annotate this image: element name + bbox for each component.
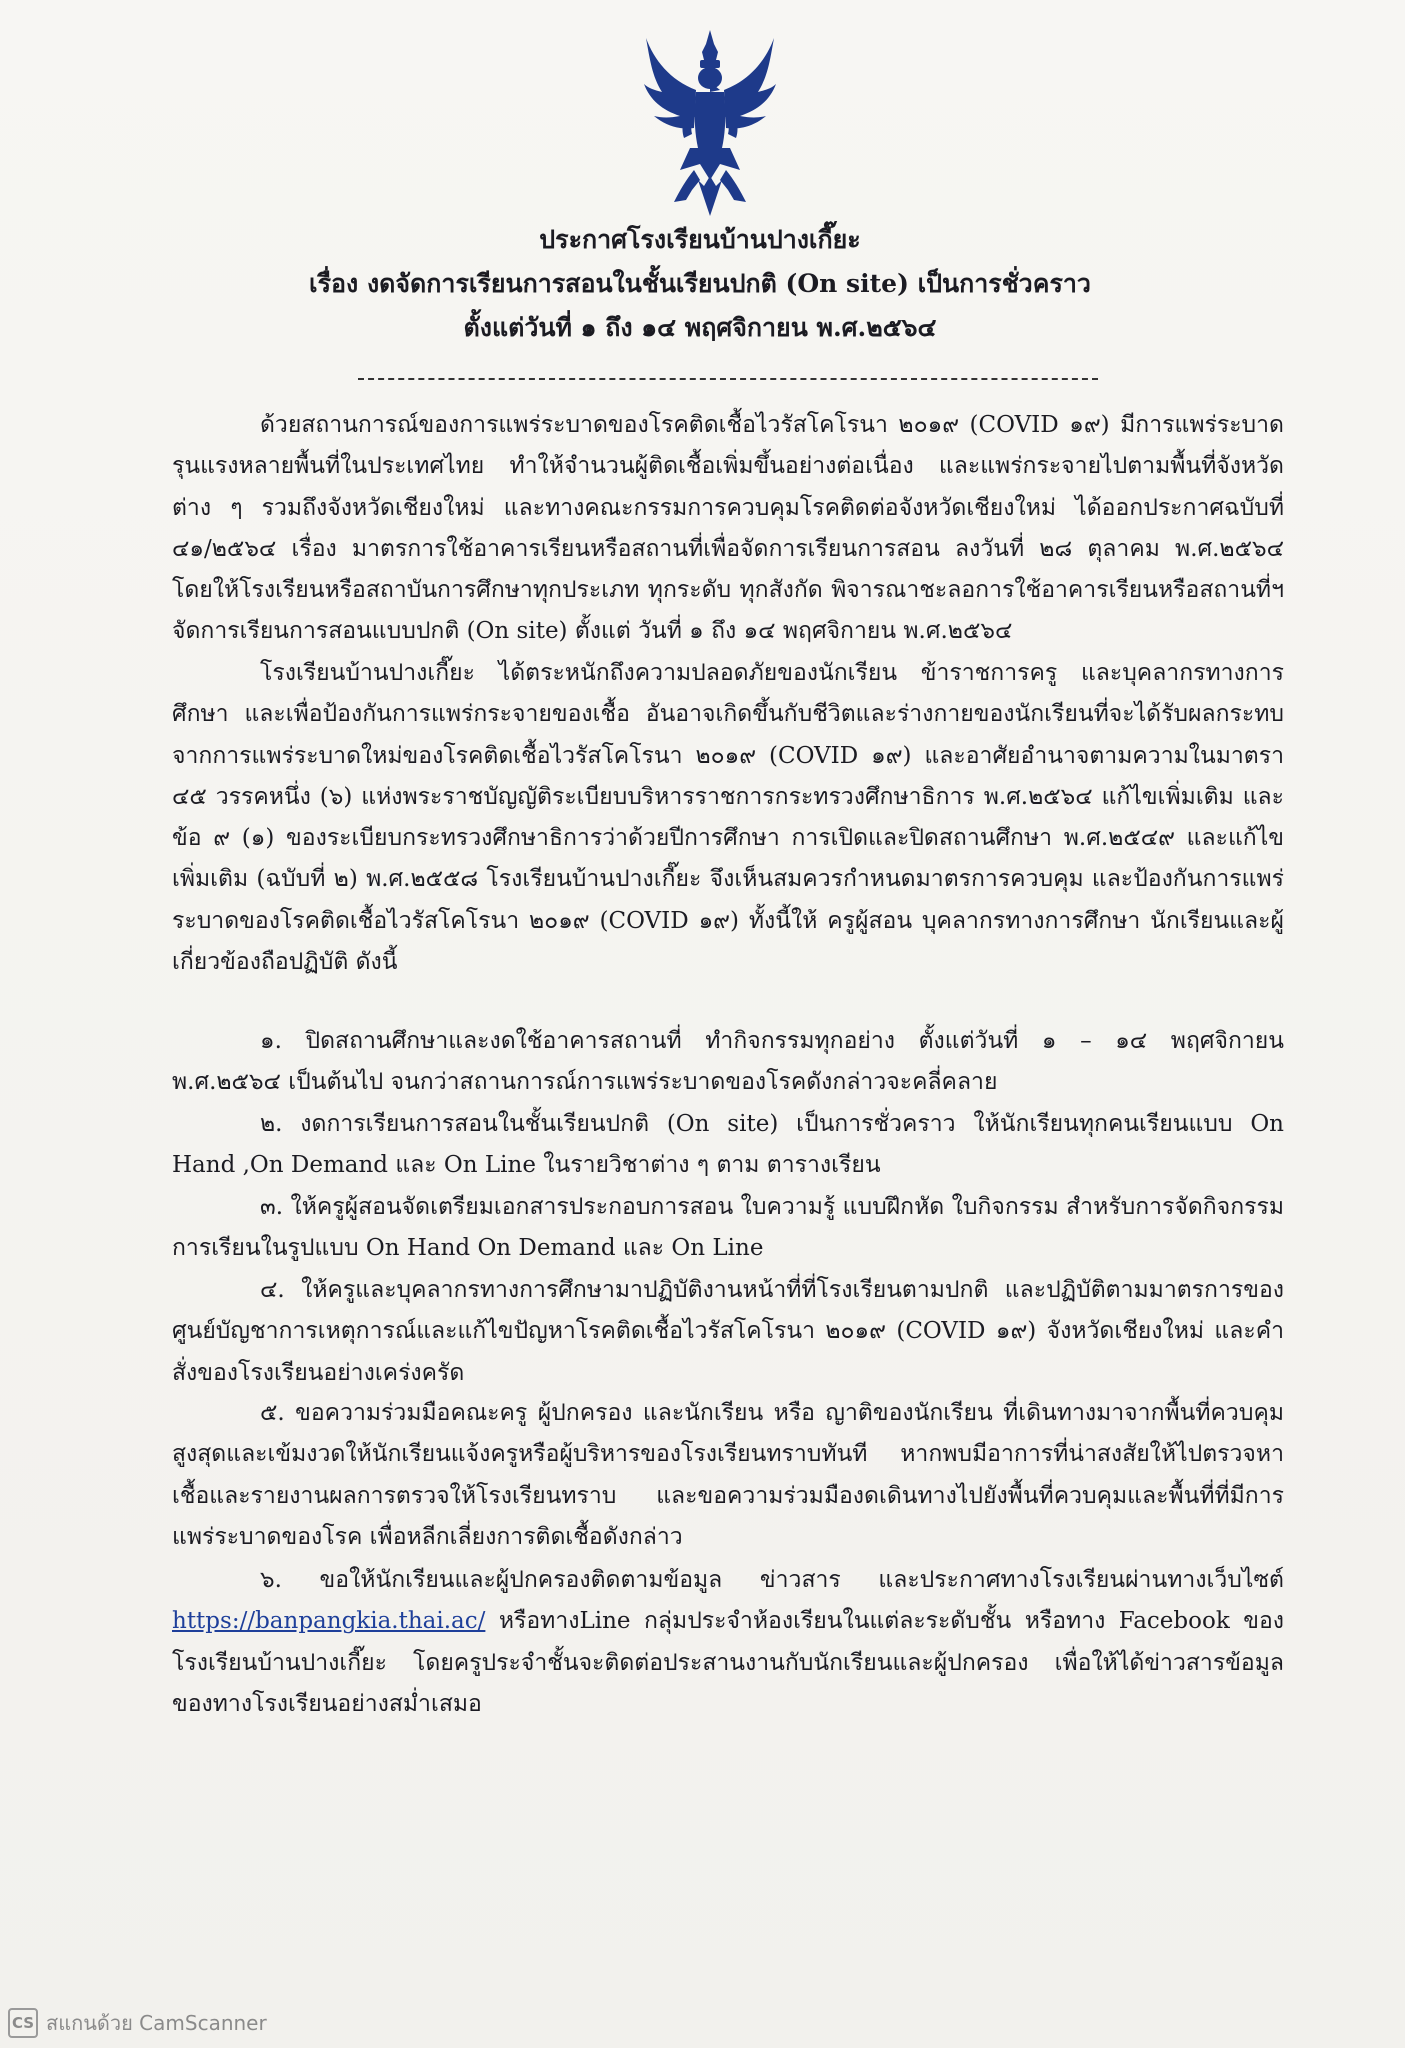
header-divider xyxy=(358,378,1098,380)
garuda-emblem-icon xyxy=(640,30,780,220)
announcement-subject: เรื่อง งดจัดการเรียนการสอนในชั้นเรียนปกติ (On site) เป็นการชั่วคราว xyxy=(309,269,1091,298)
camscanner-watermark xyxy=(8,2006,267,2040)
list-item-6-tail: หรือทางLine กลุ่มประจำห้องเรียนในแต่ละระดับชั้น หรือทาง Facebook ของโรงเรียนบ้านปางเกี๊ยะ โดยครูประจำชั้นจะติดต่อประสานงานกับนักเรียนและผู้ปกครอง เพื่อให้ได้ข่าวสารข้อมูลของทางโรงเรียนอย่างสม่ำเสมอ xyxy=(172,1608,1284,1717)
camscanner-logo-icon: CS xyxy=(8,2008,38,2038)
paragraph-measures: โรงเรียนบ้านปางเกี๊ยะ ได้ตระหนักถึงความปลอดภัยของนักเรียน ข้าราชการครู และบุคลากรทางการศึกษา และเพื่อป้องกันการแพร่กระจายของเชื้อ อันอาจเกิดขึ้นกับชีวิตและร่างกายของนักเรียนที่จะได้รับผลกระทบ จากการแพร่ระบาดใหม่ของโรคติดเชื้อไวรัสโคโรนา ๒๐๑๙ (COVID ๑๙) และอาศัยอำนาจตามความในมาตรา ๔๕ วรรคหนึ่ง (๖) แห่งพระราชบัญญัติระเบียบบริหารราชการกระทรวงศึกษาธิการ พ.ศ.๒๕๖๔ แก้ไขเพิ่มเติม และข้อ ๙ (๑) ของระเบียบกระทรวงศึกษาธิการว่าด้วยปีการศึกษา การเปิดและปิดสถานศึกษา พ.ศ.๒๕๔๙ และแก้ไขเพิ่มเติม (ฉบับที่ ๒) พ.ศ.๒๕๕๘ โรงเรียนบ้านปางเกี๊ยะ จึงเห็นสมควรกำหนดมาตรการควบคุม และป้องกันการแพร่ระบาดของโรคติดเชื้อไวรัสโคโรนา ๒๐๑๙ (COVID ๑๙) ทั้งนี้ให้ ครูผู้สอน บุคลากรทางการศึกษา นักเรียนและผู้เกี่ยวข้องถือปฏิบัติ ดังนี้ xyxy=(172,660,1284,976)
announcement-title: ประกาศโรงเรียนบ้านปางเกี๊ยะ xyxy=(539,225,861,254)
announcement-period: ตั้งแต่วันที่ ๑ ถึง ๑๔ พฤศจิกายน พ.ศ.๒๕๖๔ xyxy=(463,313,937,342)
list-item-2: ๒. งดการเรียนการสอนในชั้นเรียนปกติ (On site) เป็นการชั่วคราว ให้นักเรียนทุกคนเรียนแบบ On Hand ,On Demand และ On Line ในรายวิชาต่าง ๆ ตาม ตารางเรียน xyxy=(172,1111,1284,1179)
list-item-6-lead: ๖. ขอให้นักเรียนและผู้ปกครองติดตามข้อมูล ข่าวสาร และประกาศทางโรงเรียนผ่านทางเว็บไซต์ xyxy=(260,1567,1284,1593)
list-item-6 xyxy=(172,1560,1284,1725)
camscanner-text: สแกนด้วย CamScanner xyxy=(46,2011,267,2035)
paragraph-situation: ด้วยสถานการณ์ของการแพร่ระบาดของโรคติดเชื้อไวรัสโคโรนา ๒๐๑๙ (COVID ๑๙) มีการแพร่ระบาดรุนแรงหลายพื้นที่ในประเทศไทย ทำให้จำนวนผู้ติดเชื้อเพิ่มขึ้นอย่างต่อเนื่อง และแพร่กระจายไปตามพื้นที่จังหวัดต่าง ๆ รวมถึงจังหวัดเชียงใหม่ และทางคณะกรรมการควบคุมโรคติดต่อจังหวัดเชียงใหม่ ได้ออกประกาศฉบับที่ ๔๑/๒๕๖๔ เรื่อง มาตรการใช้อาคารเรียนหรือสถานที่เพื่อจัดการเรียนการสอน ลงวันที่ ๒๘ ตุลาคม พ.ศ.๒๕๖๔ โดยให้โรงเรียนหรือสถาบันการศึกษาทุกประเภท ทุกระดับ ทุกสังกัด พิจารณาชะลอการใช้อาคารเรียนหรือสถานที่ฯ จัดการเรียนการสอนแบบปกติ (On site) ตั้งแต่ วันที่ ๑ ถึง ๑๔ พฤศจิกายน พ.ศ.๒๕๖๔ xyxy=(172,412,1284,645)
list-item-1: ๑. ปิดสถานศึกษาและงดใช้อาคารสถานที่ ทำกิจกรรมทุกอย่าง ตั้งแต่วันที่ ๑ – ๑๔ พฤศจิกายน พ.ศ.๒๕๖๔ เป็นต้นไป จนกว่าสถานการณ์การแพร่ระบาดของโรคดังกล่าวจะคลี่คลาย xyxy=(172,1028,1284,1096)
list-item-4: ๔. ให้ครูและบุคลากรทางการศึกษามาปฏิบัติงานหน้าที่ที่โรงเรียนตามปกติ และปฏิบัติตามมาตรการของศูนย์บัญชาการเหตุการณ์และแก้ไขปัญหาโรคติดเชื้อไวรัสโคโรนา ๒๐๑๙ (COVID ๑๙) จังหวัดเชียงใหม่ และคำสั่งของโรงเรียนอย่างเคร่งครัด xyxy=(172,1277,1284,1386)
list-item-3: ๓. ให้ครูผู้สอนจัดเตรียมเอกสารประกอบการสอน ใบความรู้ แบบฝึกหัด ใบกิจกรรม สำหรับการจัดกิจกรรมการเรียนในรูปแบบ On Hand On Demand และ On Line xyxy=(172,1194,1284,1262)
list-item-5: ๕. ขอความร่วมมือคณะครู ผู้ปกครอง และนักเรียน หรือ ญาติของนักเรียน ที่เดินทางมาจากพื้นที่ควบคุมสูงสุดและเข้มงวดให้นักเรียนแจ้งครูหรือผู้บริหารของโรงเรียนทราบทันที หากพบมีอาการที่น่าสงสัยให้ไปตรวจหาเชื้อและรายงานผลการตรวจให้โรงเรียนทราบ และขอความร่วมมืองดเดินทางไปยังพื้นที่ควบคุมและพื้นที่ที่มีการแพร่ระบาดของโรค เพื่อหลีกเลี่ยงการติดเชื้อดังกล่าว xyxy=(172,1400,1284,1550)
school-website-link[interactable]: https://banpangkia.thai.ac/ xyxy=(172,1608,486,1635)
